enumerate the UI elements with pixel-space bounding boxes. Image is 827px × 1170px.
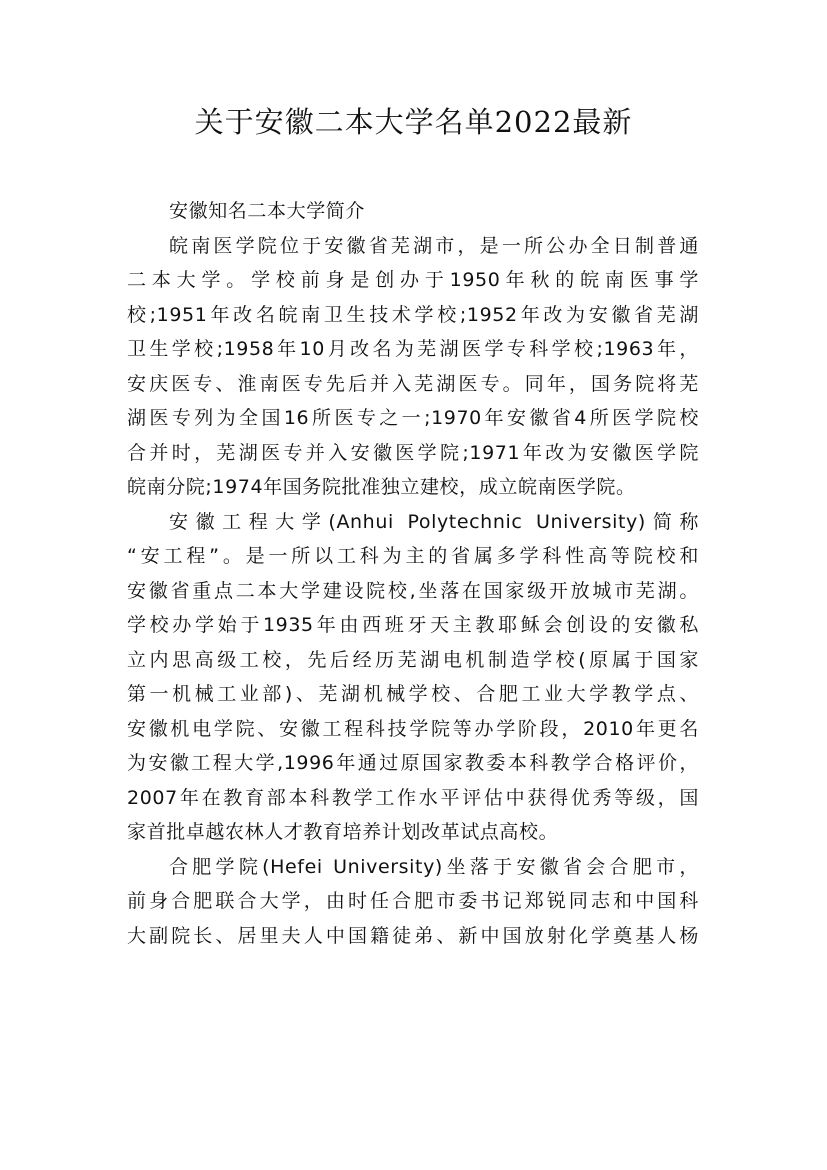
paragraph-line: 大副院长、居里夫人中国籍徒弟、新中国放射化学奠基人杨 (127, 924, 699, 947)
paragraph-line: 为安徽工程大学,1996年通过原国家教委本科教学合格评价， (127, 752, 699, 774)
paragraph-line: 皖南医学院位于安徽省芜湖市，是一所公办全日制普通 (169, 234, 699, 257)
paragraph-line: 学校办学始于1935年由西班牙天主教耶稣会创设的安徽私 (127, 614, 699, 636)
document-title: 关于安徽二本大学名单2022最新 (194, 105, 633, 139)
section-heading: 安徽知名二本大学简介 (169, 200, 366, 222)
paragraph-line: 安徽工程大学(Anhui Polytechnic University)简称 (169, 510, 699, 533)
paragraph-line: 合并时，芜湖医专并入安徽医学院;1971年改为安徽医学院 (127, 441, 699, 464)
document-body (127, 194, 699, 953)
paragraph-line: 前身合肥联合大学，由时任合肥市委书记郑锐同志和中国科 (127, 890, 699, 912)
paragraph-line: 家首批卓越农林人才教育培养计划改革试点高校。 (127, 821, 559, 843)
paragraph-line: 安徽省重点二本大学建设院校,坐落在国家级开放城市芜湖。 (127, 579, 699, 602)
paragraph-line: 合肥学院(Hefei University)坐落于安徽省会合肥市， (169, 855, 699, 878)
paragraph-line: 湖医专列为全国16所医专之一;1970年安徽省4所医学院校 (127, 407, 699, 429)
paragraph-line: “安工程”。是一所以工科为主的省属多学科性高等院校和 (127, 545, 699, 567)
paragraph-line: 2007年在教育部本科教学工作水平评估中获得优秀等级，国 (127, 786, 699, 809)
paragraph-line: 第一机械工业部)、芜湖机械学校、合肥工业大学教学点、 (127, 683, 699, 705)
paragraph-line: 安徽机电学院、安徽工程科技学院等办学阶段，2010年更名 (127, 717, 699, 740)
paragraph-line: 二本大学。学校前身是创办于1950年秋的皖南医事学 (127, 269, 699, 291)
paragraph-line: 立内思高级工校，先后经历芜湖电机制造学校(原属于国家 (127, 648, 699, 671)
paragraph-line: 卫生学校;1958年10月改名为芜湖医学专科学校;1963年， (127, 338, 699, 360)
paragraph-line: 校;1951年改名皖南卫生技术学校;1952年改为安徽省芜湖 (127, 303, 699, 326)
paragraph-line: 皖南分院;1974年国务院批准独立建校，成立皖南医学院。 (127, 476, 636, 498)
paragraph-line: 安庆医专、淮南医专先后并入芜湖医专。同年，国务院将芜 (127, 372, 699, 395)
